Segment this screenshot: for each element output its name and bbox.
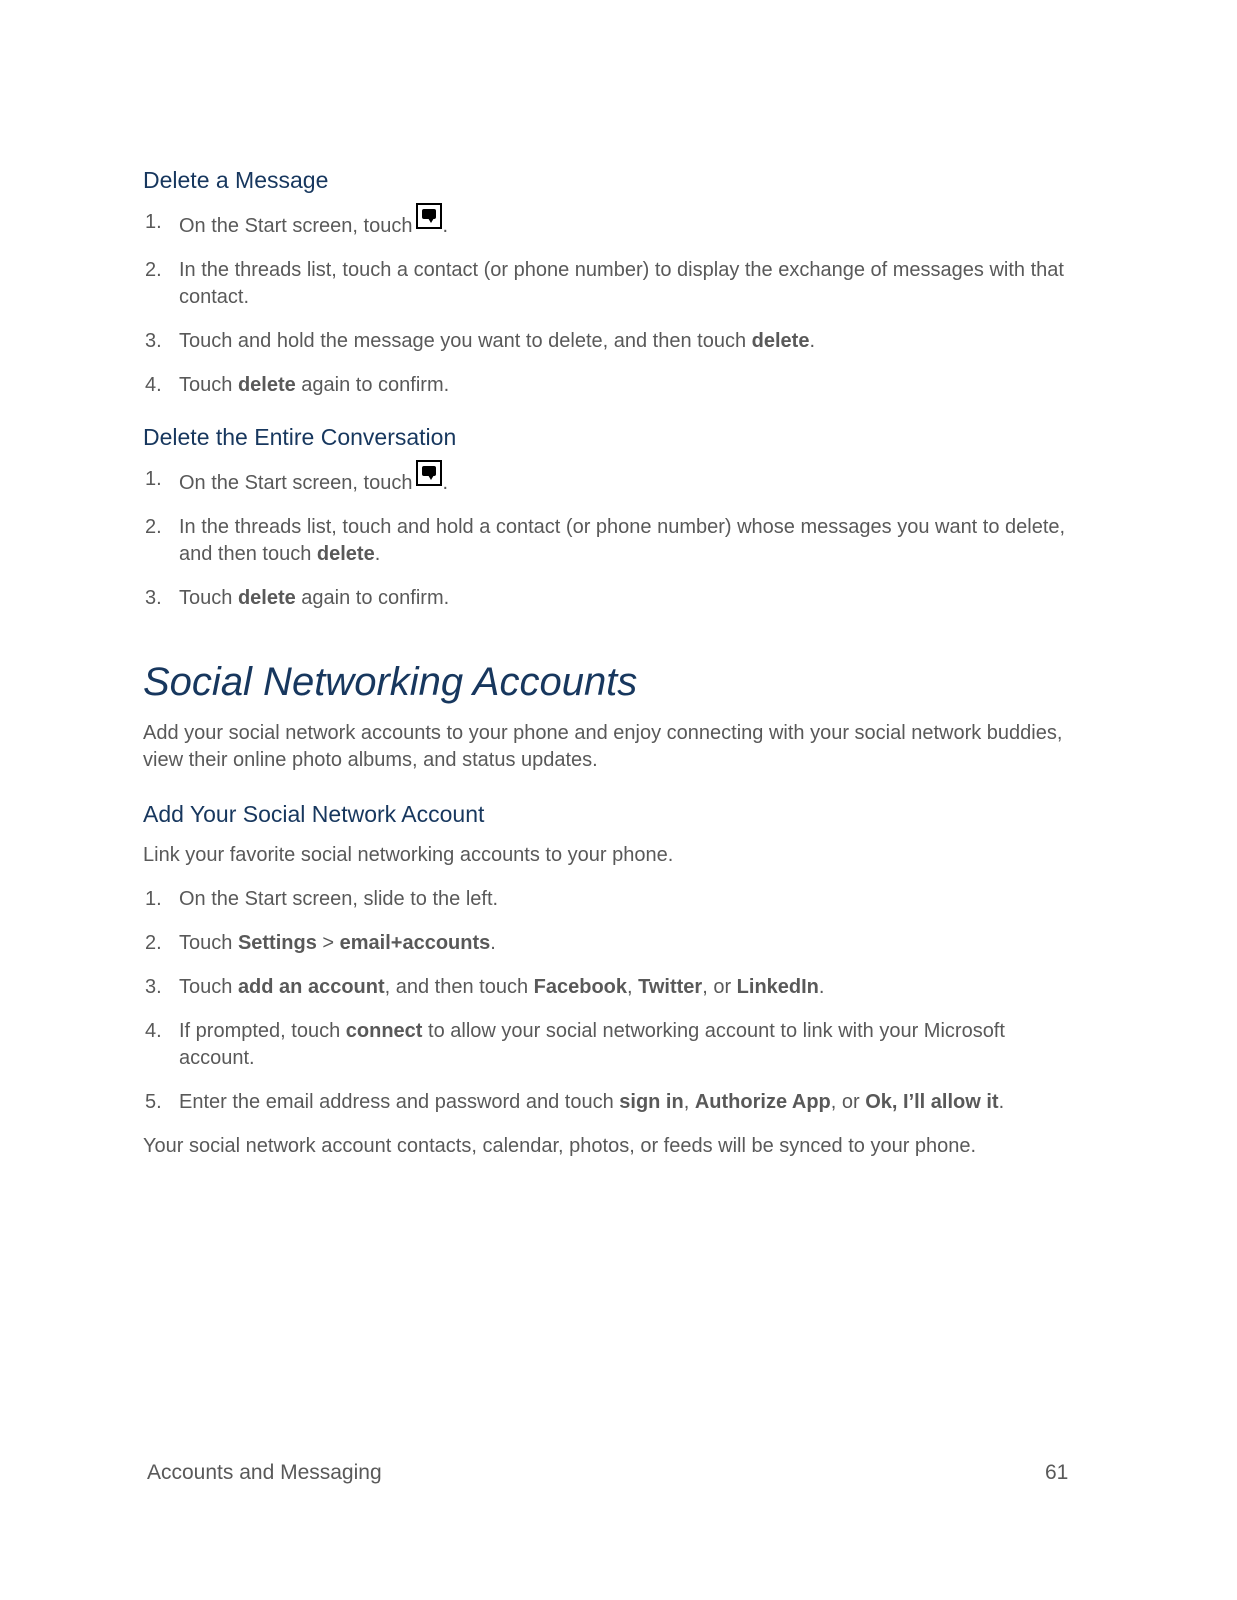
step-number: 3. (145, 329, 162, 352)
step-text: , (683, 1091, 695, 1114)
messaging-icon (416, 460, 442, 486)
step-text: In the threads list, touch a contact (or phone number) to display the exchange of messages with that contact. (179, 258, 1064, 308)
step-number: 3. (145, 976, 162, 999)
step-text-end: to allow your social networking account to link with your Microsoft account. (179, 1020, 1005, 1070)
section-intro: Add your social network accounts to your phone and enjoy connecting with your social network buddies, view their online photo albums, and status updates. (143, 721, 1063, 771)
step-text: On the Start screen, touch (179, 471, 413, 494)
step-number: 5. (145, 1091, 162, 1114)
step-text-end: . (442, 214, 449, 237)
step-text-end: . (490, 932, 496, 955)
step-text: Touch (179, 932, 238, 955)
step-text: , or (830, 1091, 866, 1114)
step-text: In the threads list, touch and hold a contact (or phone number) whose messages you want to delete, and then touch (179, 515, 1066, 565)
footer-section-name: Accounts and Messaging (147, 1461, 382, 1484)
step-bold: Twitter (638, 976, 703, 999)
step-text-end: . (809, 329, 816, 352)
list-item (143, 585, 1083, 612)
step-number: 1. (145, 888, 162, 911)
list-item (143, 372, 1083, 399)
list-item (143, 974, 1083, 1001)
step-text: Touch and hold the message you want to delete, and then touch (179, 329, 752, 352)
step-number: 1. (145, 467, 162, 490)
step-text: , or (702, 976, 737, 999)
step-text-end: . (374, 542, 381, 565)
step-text-end: . (818, 976, 825, 999)
step-text-end: again to confirm. (295, 373, 450, 396)
step-number: 2. (145, 932, 162, 955)
footer-page-number: 61 (1045, 1461, 1069, 1484)
step-bold: Facebook (533, 976, 628, 999)
messaging-icon (416, 203, 442, 229)
step-number: 3. (145, 586, 162, 609)
list-item (143, 328, 1083, 355)
page-content (143, 166, 1083, 1177)
step-text: Enter the email address and password and touch (179, 1091, 620, 1114)
step-bold: Authorize App (694, 1091, 831, 1114)
step-bold: connect (345, 1020, 423, 1043)
step-text: Touch (179, 976, 238, 999)
step-text: If prompted, touch (179, 1020, 346, 1043)
step-bold: delete (237, 586, 296, 609)
step-number: 1. (145, 210, 162, 233)
delete-conversation-steps (143, 466, 1083, 612)
step-text: On the Start screen, touch (179, 214, 413, 237)
list-item (143, 886, 1083, 913)
list-item (143, 1018, 1083, 1072)
step-text: Touch (179, 373, 238, 396)
step-number: 2. (145, 515, 162, 538)
step-number: 2. (145, 258, 162, 281)
step-text-end: . (998, 1091, 1005, 1114)
list-item (143, 257, 1083, 311)
heading-delete-conversation: Delete the Entire Conversation (143, 423, 457, 450)
step-text-end: again to confirm. (295, 586, 450, 609)
step-bold: sign in (619, 1091, 684, 1114)
step-number: 4. (145, 373, 162, 396)
section-outro: Your social network account contacts, calendar, photos, or feeds will be synced to your phone. (143, 1135, 977, 1158)
step-text: , and then touch (384, 976, 534, 999)
list-item (143, 930, 1083, 957)
step-bold: add an account (237, 976, 385, 999)
step-bold: LinkedIn (736, 976, 819, 999)
list-item (143, 209, 1083, 240)
step-bold: Settings (237, 932, 317, 955)
step-text-end: . (442, 471, 449, 494)
list-item (143, 466, 1083, 497)
delete-message-steps (143, 209, 1083, 399)
add-account-steps (143, 886, 1083, 1116)
step-number: 4. (145, 1020, 162, 1043)
step-text: On the Start screen, slide to the left. (179, 888, 499, 911)
step-text: , (627, 976, 639, 999)
step-bold: delete (316, 542, 375, 565)
section-title: Social Networking Accounts (143, 659, 638, 704)
list-item (143, 1089, 1083, 1116)
step-bold: delete (237, 373, 296, 396)
step-bold: Ok, I’ll allow it (865, 1091, 999, 1114)
step-text: > (316, 932, 340, 955)
step-bold: email+accounts (339, 932, 491, 955)
add-account-intro: Link your favorite social networking accounts to your phone. (143, 844, 674, 867)
heading-add-account: Add Your Social Network Account (143, 800, 485, 827)
step-text: Touch (179, 586, 238, 609)
heading-delete-message: Delete a Message (143, 167, 329, 193)
step-bold: delete (751, 329, 810, 352)
list-item (143, 514, 1083, 568)
